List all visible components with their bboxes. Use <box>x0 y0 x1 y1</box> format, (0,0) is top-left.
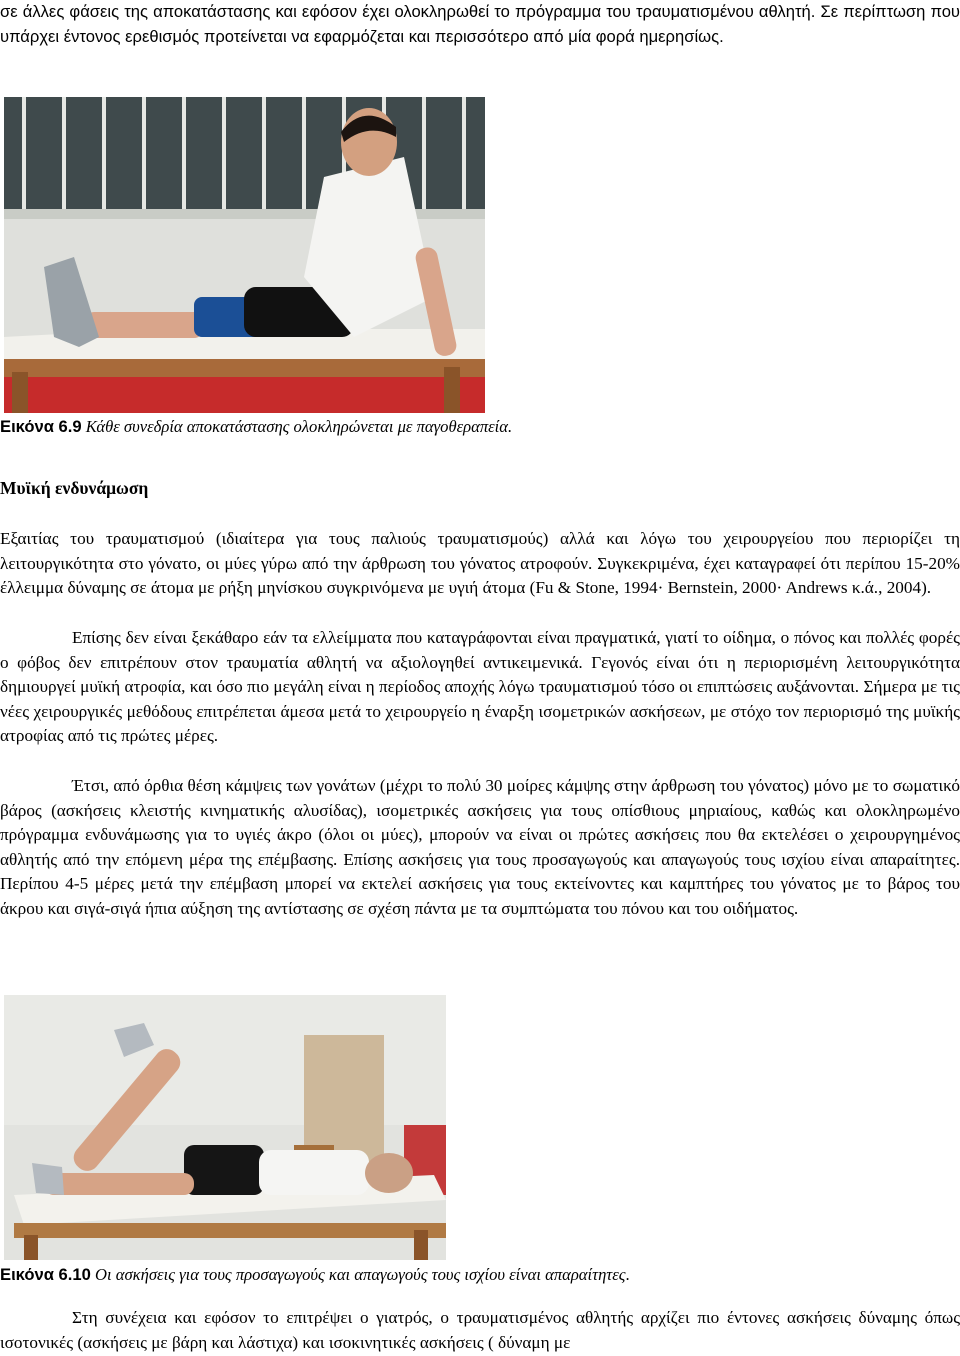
figure-number: 10 <box>72 1265 91 1284</box>
paragraph-2-text: Επίσης δεν είναι ξεκάθαρο εάν τα ελλείμματα που καταγράφονται είναι πραγματικά, γιατί το οίδημα, ο πόνος και πολλές φορές ο φόβος δεν επιτρέπουν στον τραυματία αθλητή να αξιολογηθεί αντικειμενικά. Γεγονός είναι ότι η περιορισμένη λειτουργικότητα δημιουργεί μυϊκή ατροφία, και όσο πιο μεγάλη είναι η περίοδος αποχής λόγω τραυματισμού τόσο οι επιπτώσεις αυξάνονται. Σήμερα με τις νέες χειρουργικές μεθόδους επιτρέπεται άμεσα μετά το χειρουργείο η έναρξη ισομετρικών ασκήσεων, με στόχο τον περιορισμό της μυϊκής ατροφίας από τις πρώτες μέρες. <box>0 628 960 745</box>
figure-number: 9 <box>72 417 82 436</box>
leg-raise-photo-image <box>4 995 446 1260</box>
icing-photo-image <box>4 97 485 413</box>
paragraph-3-text: Έτσι, από όρθια θέση κάμψεις των γονάτων (μέχρι το πολύ 30 μοίρες κάμψης στην άρθρωση του γόνατος) μόνο με το σωματικό βάρος (ασκήσεις κλειστής κινηματικής αλυσίδας), ισομετρικές ασκήσεις για τους οπίσθιους μηριαίους, καθώς και ολοκληρωμένο πρόγραμμα ενδυνάμωσης για το υγιές άκρο (όλοι οι μύες), μπορούν να είναι οι πρώτες ασκήσεις που θα εκτελέσει ο χειρουργημένος αθλητής από την επόμενη μέρα της επέμβασης. Επίσης ασκήσεις για τους προσαγωγούς και απαγωγούς τους ισχίου είναι απαραίτητες. Περίπου 4-5 μέρες μετά την επέμβαση μπορεί να εκτελεί ασκήσεις για τους εκτείνοντες και καμπτήρες του γόνατος με το βάρος του άκρου και σιγά-σιγά ήπια αύξηση της αντίστασης σε σχέση πάντα με τα συμπτώματα του πόνου και του οιδήματος. <box>0 776 960 918</box>
figure-6-10-caption: Εικόνα 6.10 Οι ασκήσεις για τους προσαγωγούς και απαγωγούς τους ισχίου είναι απαραίτητες. <box>0 1265 630 1284</box>
section-heading: Μυϊκή ενδυνάμωση <box>0 478 149 498</box>
figure-label: Εικόνα 6. <box>0 1265 73 1284</box>
figure-caption-text: Κάθε συνεδρία αποκατάστασης ολοκληρώνεται με παγοθεραπεία. <box>85 417 513 436</box>
bottom-paragraph-text: Στη συνέχεια και εφόσον το επιτρέψει ο γιατρός, ο τραυματισμένος αθλητής αρχίζει πιο έντονες ασκήσεις δύναμης όπως ισοτονικές (ασκήσεις με βάρη και λάστιχα) και ισοκινητικές ασκήσεις ( δύναμη με <box>0 1308 960 1352</box>
figure-6-9-photo <box>4 97 485 413</box>
figure-caption-text: Οι ασκήσεις για τους προσαγωγούς και απαγωγούς τους ισχίου είναι απαραίτητες <box>95 1265 626 1284</box>
paragraph-1: Εξαιτίας του τραυματισμού (ιδιαίτερα για τους παλιούς τραυματισμούς) αλλά και λόγω του χειρουργείου που περιορίζει τη λειτουργικότητα στο γόνατο, οι μύες γύρω από την άρθρωση του γόνατος ατροφούν. Συγκεκριμένα, έχει καταγραφεί ότι περίπου 15-20% έλλειμμα δύναμης σε άτομα με ρήξη μηνίσκου συγκρινόμενα με υγιή άτομα (Fu & Stone, 1994· Bernstein, 2000· Andrews κ.ά., 2004). <box>0 529 960 597</box>
figure-6-10-photo <box>4 995 446 1260</box>
paragraph-2 <box>0 626 960 749</box>
figure-label: Εικόνα 6. <box>0 417 73 436</box>
paragraph-3 <box>0 774 960 921</box>
top-paragraph: σε άλλες φάσεις της αποκατάστασης και εφόσον έχει ολοκληρωθεί το πρόγραμμα του τραυματισμένου αθλητή. Σε περίπτωση που υπάρχει έντονος ερεθισμός προτείνεται να εφαρμόζεται και περισσότερο από μία φορά ημερησίως. <box>0 2 960 46</box>
figure-6-9-caption <box>0 416 512 438</box>
bottom-paragraph <box>0 1306 960 1355</box>
